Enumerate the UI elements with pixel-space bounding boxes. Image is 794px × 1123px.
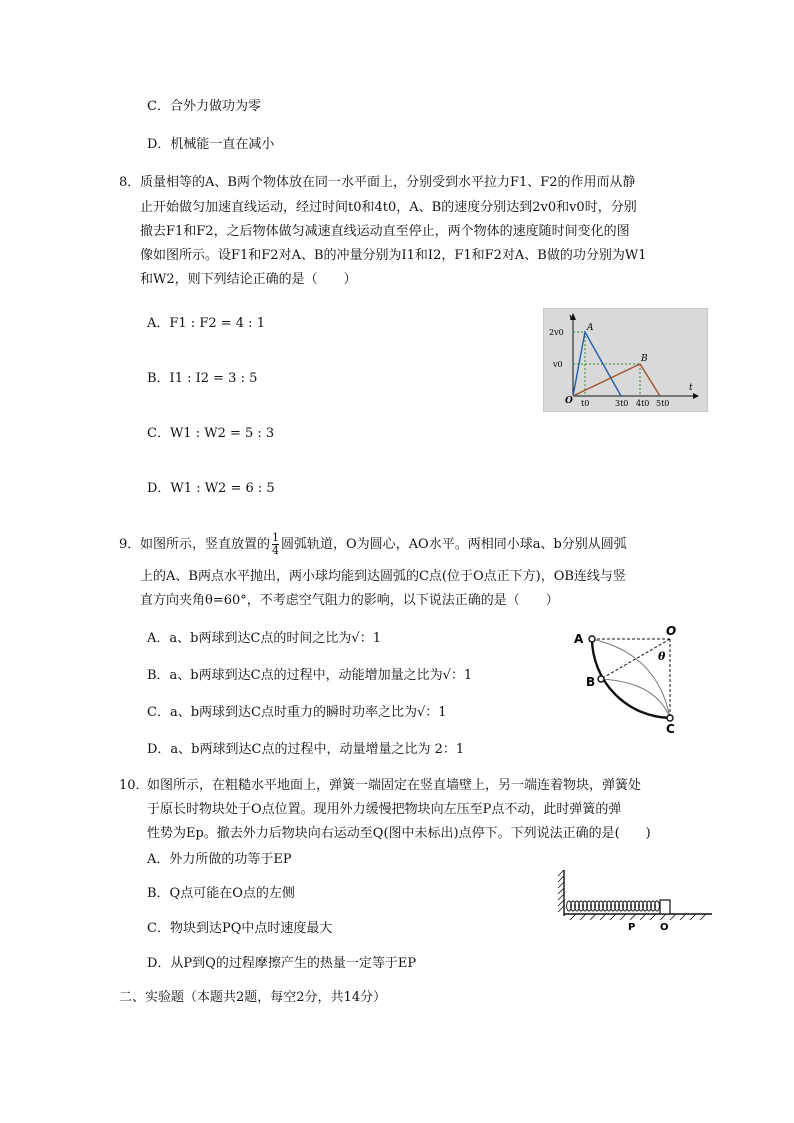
q9-line-1 — [140, 527, 627, 563]
point-b-label: B — [641, 354, 648, 364]
q10-line-1: 如图所示，在粗糙水平地面上，弹簧一端固定在竖直墙壁上，另一端连着物块，弹簧处 — [147, 778, 642, 793]
q8-vt-graph — [543, 308, 708, 412]
label-v0: v0 — [553, 360, 563, 369]
q10-line-2: 于原长时物块处于O点位置。现用外力缓慢把物块向左压至P点不动，此时弹簧的弹 — [147, 802, 622, 817]
q9-arc-svg — [568, 624, 686, 736]
label-5t0: 5t0 — [656, 399, 670, 408]
label-2v0: 2v0 — [549, 328, 564, 337]
q10-option-c: C．物块到达PQ中点时速度最大 — [147, 921, 333, 936]
fraction-denominator: 4 — [272, 544, 280, 557]
q9-line-1-b: 圆弧轨道，O为圆心，AO水平。两相同小球a、b分别从圆弧 — [281, 537, 627, 552]
label-4t0: 4t0 — [636, 399, 650, 408]
q8-option-d: D．W1 : W2 = 6 : 5 — [147, 481, 275, 496]
q8-option-a: A．F1 : F2 = 4 : 1 — [147, 316, 265, 331]
label-b: B — [586, 675, 596, 689]
q9-arc-figure — [568, 624, 686, 736]
q8-option-b: B．I1 : I2 = 3 : 5 — [147, 371, 258, 386]
q9-line-2: 上的A、B两点水平抛出，两小球均能到达圆弧的C点(位于O点正下方)，OB连线与竖 — [140, 569, 626, 584]
q9-number: 9． — [119, 537, 141, 552]
spring-coils — [567, 901, 660, 911]
label-3t0: 3t0 — [615, 399, 629, 408]
q10-option-a: A．外力所做的功等于EP — [147, 852, 292, 867]
q8-line-2: 止开始做匀加速直线运动，经过时间t0和4t0，A、B的速度分别达到2v0和v0时，分别 — [140, 200, 637, 215]
q8-line-5: 和W2，则下列结论正确的是（ ） — [140, 272, 357, 287]
block — [660, 900, 670, 914]
q8-line-1: 质量相等的A、B两个物体放在同一水平面上，分别受到水平拉力F1、F2的作用而从静 — [140, 175, 636, 190]
origin-label: O — [565, 396, 573, 406]
label-o: O — [666, 624, 677, 638]
q9-option-b: B．a、b两球到达C点的过程中，动能增加量之比为√：1 — [147, 668, 473, 683]
label-p: P — [628, 922, 636, 930]
q9-option-a: A．a、b两球到达C点的时间之比为√：1 — [147, 631, 381, 646]
ground-hatching — [570, 914, 706, 920]
section-2-heading: 二、实验题（本题共2题，每空2分，共14分） — [119, 990, 387, 1005]
quarter-fraction — [272, 532, 279, 557]
q7-option-d: D．机械能一直在减小 — [147, 137, 275, 152]
q10-spring-svg — [556, 868, 716, 930]
label-o: O — [660, 922, 669, 930]
point-c — [667, 715, 673, 721]
q8-number: 8． — [119, 175, 141, 190]
point-a-label: A — [587, 323, 594, 333]
label-t0: t0 — [581, 399, 590, 408]
ball-a — [589, 636, 595, 642]
label-theta: θ — [658, 650, 666, 663]
q9-option-c: C．a、b两球到达C点时重力的瞬时功率之比为√：1 — [147, 705, 447, 720]
v-axis-label: v — [569, 313, 575, 323]
q8-vt-graph-svg — [543, 308, 708, 412]
q10-number: 10． — [119, 778, 149, 793]
trajectory-b — [601, 679, 670, 718]
ball-b — [598, 676, 604, 682]
label-a: A — [574, 632, 584, 646]
label-c: C — [666, 722, 675, 736]
wall-hatching — [558, 870, 564, 912]
q9-line-3: 直方向夹角θ=60°，不考虑空气阻力的影响，以下说法正确的是（ ） — [140, 593, 559, 608]
q10-spring-figure — [556, 868, 716, 930]
q8-line-3: 撤去F1和F2，之后物体做匀减速直线运动直至停止，两个物体的速度随时间变化的图 — [140, 224, 630, 239]
q10-line-3: 性势为Ep。撤去外力后物块向右运动至Q(图中未标出)点停下。下列说法正确的是( ) — [147, 826, 651, 841]
t-axis-label: t — [689, 383, 693, 393]
q9-option-d: D．a、b两球到达C点的过程中，动量增量之比为 2：1 — [147, 742, 465, 757]
q8-option-c: C．W1 : W2 = 5 : 3 — [147, 426, 275, 441]
q8-line-4: 像如图所示。设F1和F2对A、B的冲量分别为I1和I2，F1和F2对A、B做的功分别为W1 — [140, 248, 647, 263]
fraction-numerator: 1 — [272, 531, 280, 544]
q9-line-1-a: 如图所示，竖直放置的 — [140, 537, 271, 552]
q7-option-c: C．合外力做功为零 — [147, 99, 261, 114]
q10-option-d: D．从P到Q的过程摩擦产生的热量一定等于EP — [147, 956, 417, 971]
q10-option-b: B．Q点可能在O点的左侧 — [147, 886, 295, 901]
